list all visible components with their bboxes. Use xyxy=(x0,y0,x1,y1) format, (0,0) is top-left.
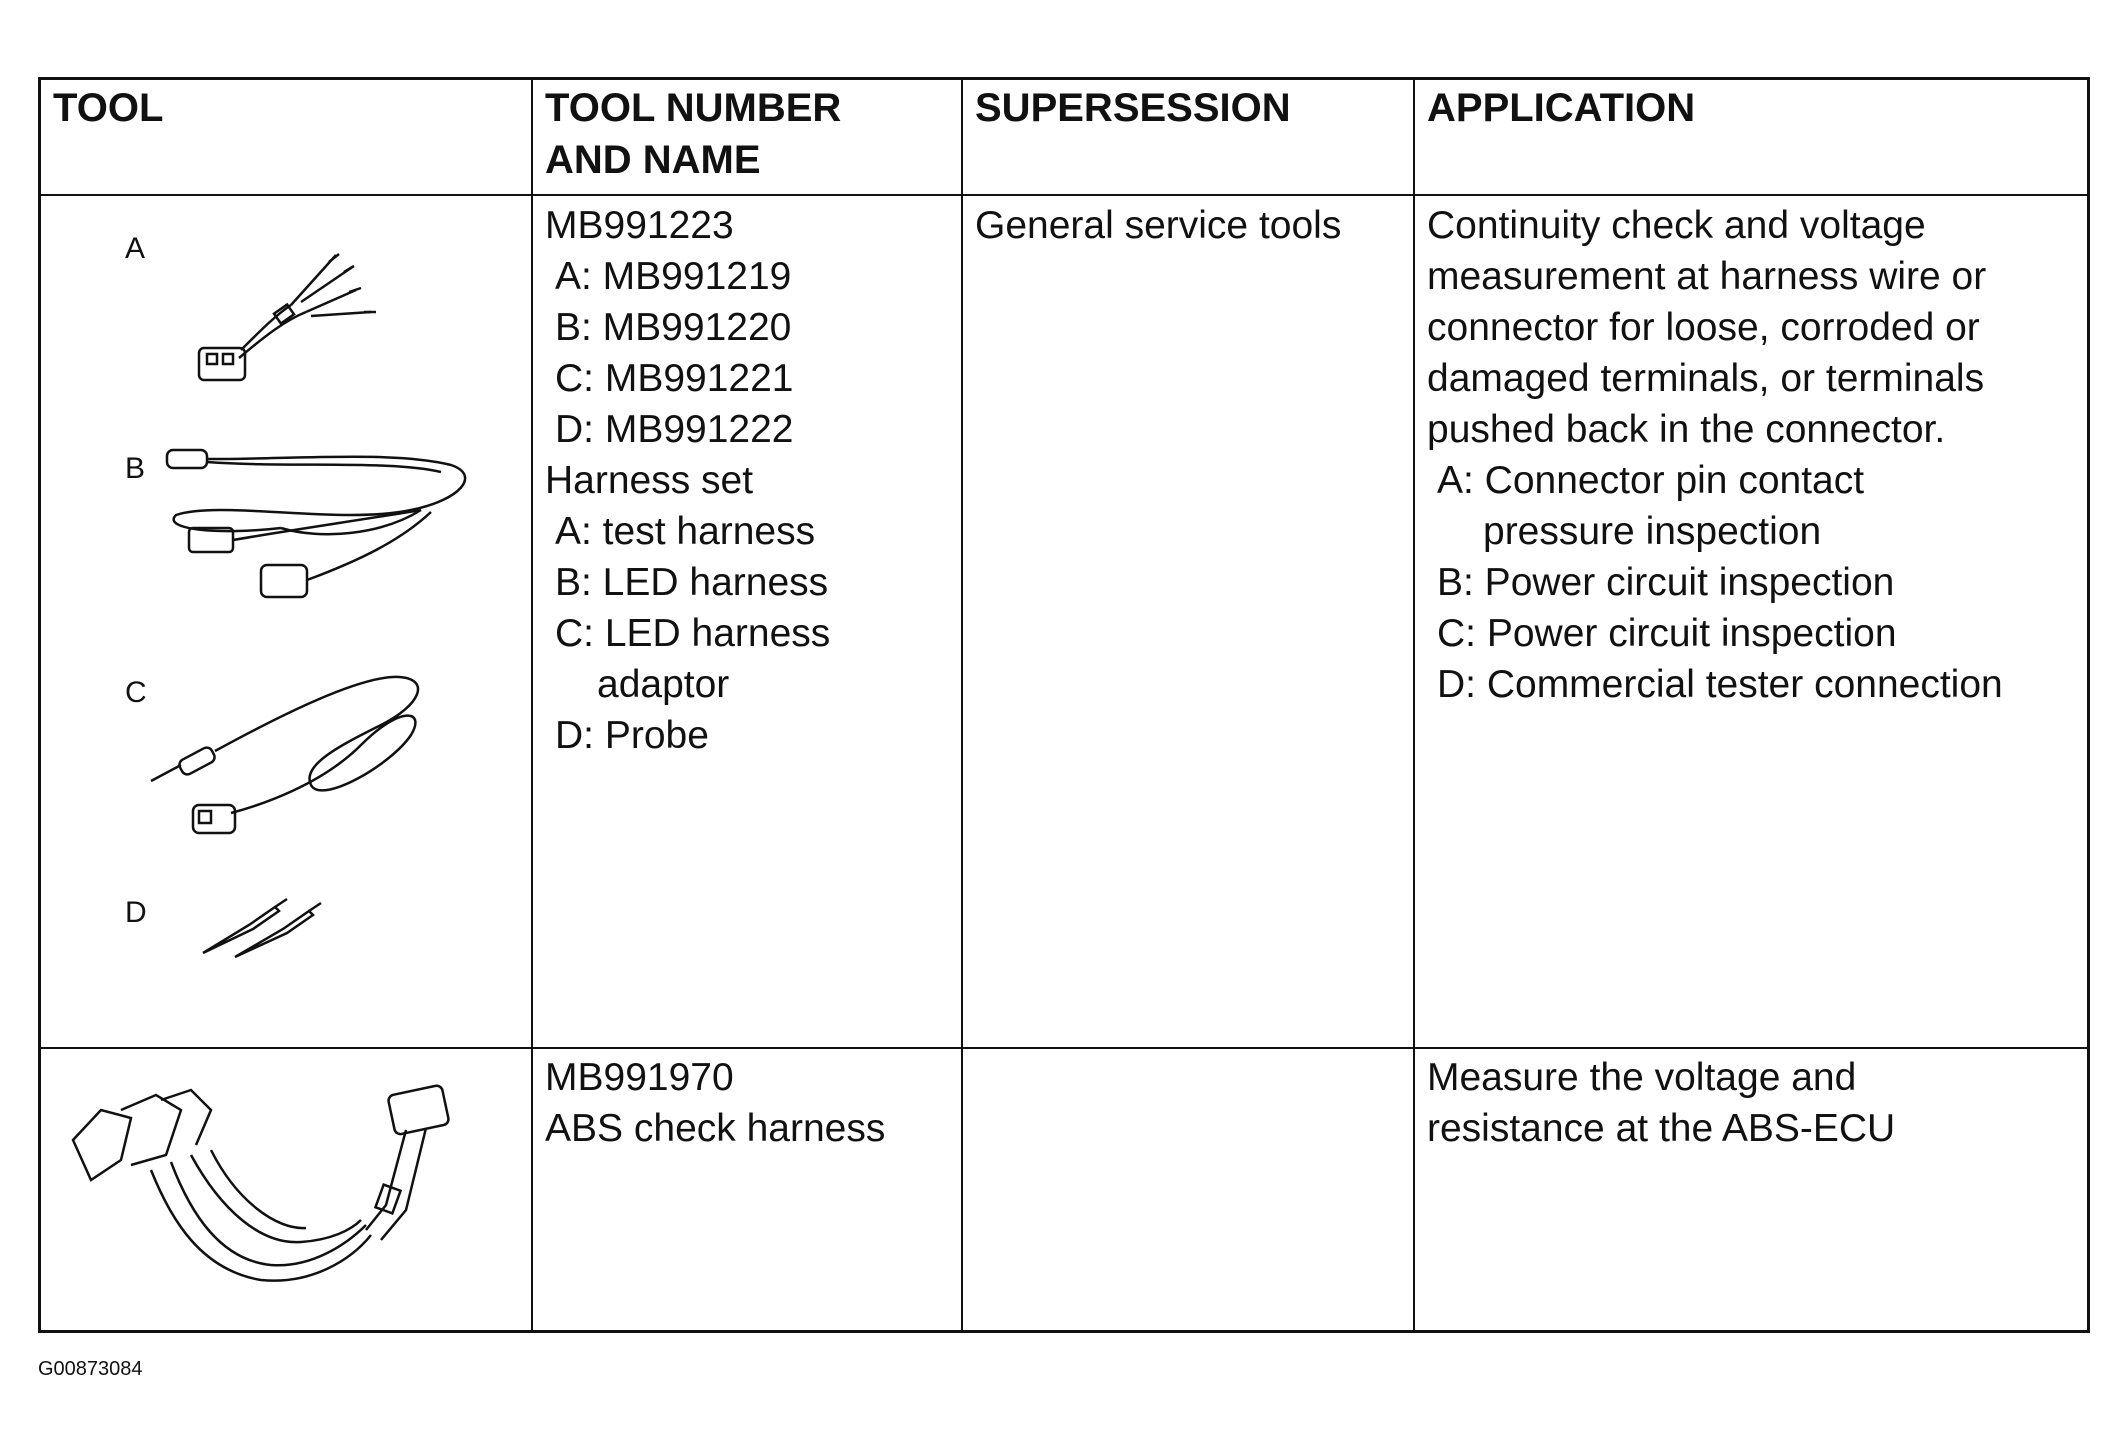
header-tool-number: TOOL NUMBER AND NAME xyxy=(545,86,842,182)
figure-label-d: D xyxy=(125,896,147,929)
header-supersession: SUPERSESSION xyxy=(975,86,1291,130)
column-divider xyxy=(961,80,963,1330)
row-divider xyxy=(41,1047,2087,1049)
led-harness-adaptor-illustration xyxy=(141,665,461,845)
header-tool: TOOL xyxy=(53,86,164,130)
application-cell-2: Measure the voltage and resistance at the ABS-ECU xyxy=(1427,1056,1896,1150)
supersession-cell-1: General service tools xyxy=(975,204,1342,247)
figure-label-b: B xyxy=(125,452,146,485)
tool-number-cell-2: MB991970 ABS check harness xyxy=(545,1056,886,1150)
figure-label-a: A xyxy=(125,232,146,265)
tool-table xyxy=(38,77,2090,1333)
figure-id: G00873084 xyxy=(38,1358,143,1380)
abs-check-harness-illustration xyxy=(61,1070,501,1300)
header-application: APPLICATION xyxy=(1427,86,1696,130)
probe-illustration xyxy=(191,885,391,975)
application-cell-1: Continuity check and voltage measurement at harness wire or connector for loose, corroded or damaged terminals, or terminals pushed back in the connector. A: Connector pin contact pressure inspection B: Power circuit inspection C: Power circuit inspection D: Commercial tester connection xyxy=(1427,204,2003,706)
led-harness-illustration xyxy=(161,440,481,620)
tool-number-cell-1: MB991223 A: MB991219 B: MB991220 C: MB991221 D: MB991222 Harness set A: test harness B: LED harness C: LED harness adaptor D: Probe xyxy=(545,204,831,757)
test-harness-illustration xyxy=(151,220,391,410)
header-divider xyxy=(41,194,2087,196)
figure-label-c: C xyxy=(125,676,147,709)
